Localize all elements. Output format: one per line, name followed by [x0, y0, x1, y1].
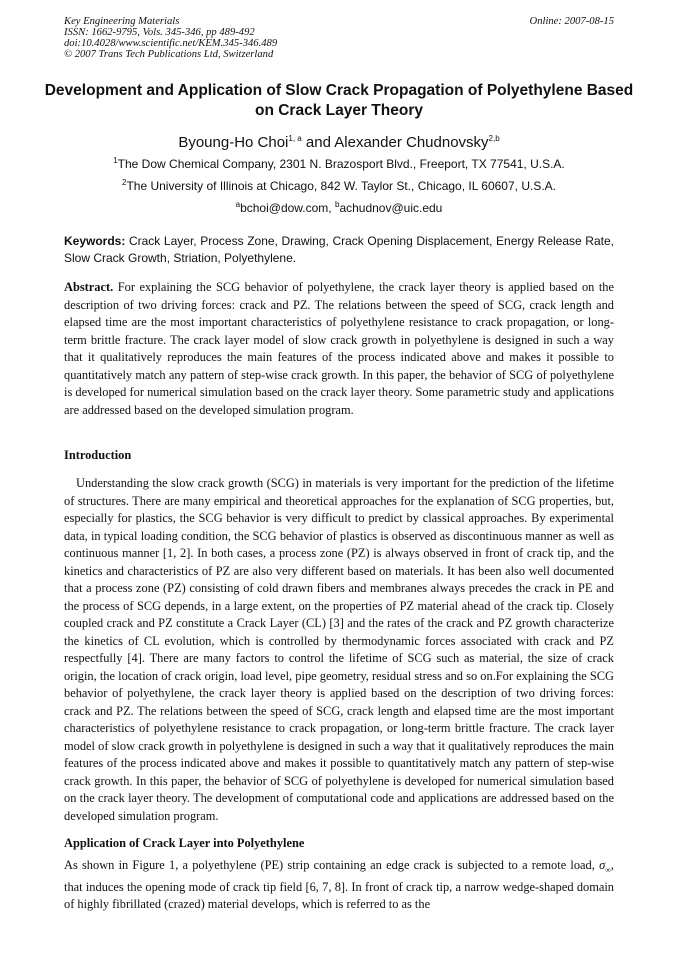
author-2: Alexander Chudnovsky [334, 134, 489, 151]
author-1: Byoung-Ho Choi [178, 134, 289, 151]
application-text-before: As shown in Figure 1, a polyethylene (PE) strip containing an edge crack is subjected to a remote load, [64, 858, 600, 872]
author-and: and [301, 134, 335, 151]
introduction-paragraph: Understanding the slow crack growth (SCG) in materials is very important for the prediction of the lifetime of structures. There are many empirical and theoretical approaches for the explanation of SCG properties, but, especially for plastics, the SCG behavior is very difficult to predict by classical approaches. By experimental data, in typical loading condition, the SCG behavior of plastics is observed as discontinuous manner as well as continuous manner [1, 2]. In both cases, a process zone (PZ) is always observed in front of crack tip, and the kinetics and characteristics of PZ are also very different based on materials. It has been also well documented that a process zone (PZ) consisting of cold drawn fibers and membranes always precedes the crack in PE and the process of SCG depends, in a large extent, on the properties of PZ material ahead of the crack tip. Closely coupled crack and PZ constitute a Crack Layer (CL) [3] and the rates of the crack and PZ growth characterize the kinetics of CL evolution, which is controlled by thermodynamic forces associated with crack and PZ respectfully [4]. There are many factors to control the lifetime of SCG such as material, the size of crack origin, the location of crack origin, load level, pipe geometry, residual stress and so on.For explaining the SCG behavior of polyethylene, the crack layer theory is applied based on the description of two driving forces: crack and PZ. The relations between the speed of SCG, crack length and elapsed time are the most important characteristics of polyethylene resistance to crack propagation, or long-term brittle fracture. The crack layer model of slow crack growth in polyethylene is designed in such a way that it qualitatively reproduces the main features of the process indicated above and makes it possible to quantitatively match any pattern of step-wise crack growth. In this paper, the behavior of SCG of polyethylene is developed for numerical simulation based on the crack layer theory. The development of computational code and applications are addressed based on the developed simulation program. [64, 476, 614, 823]
affiliation-1-text: The Dow Chemical Company, 2301 N. Brazosport Blvd., Freeport, TX 77541, U.S.A. [117, 157, 565, 171]
abstract-block [64, 279, 614, 419]
email-a: bchoi@dow.com, [240, 201, 335, 215]
journal-header [64, 16, 277, 60]
author-line [40, 133, 638, 153]
email-b: achudnov@uic.edu [339, 201, 443, 215]
sigma-symbol: σ [599, 858, 606, 872]
doi-line: doi:10.4028/www.scientific.net/KEM.345-346.489 [64, 38, 278, 49]
sigma-subscript: ∞ [605, 865, 611, 875]
journal-name: Key Engineering Materials [64, 16, 180, 27]
affiliation-2-text: The University of Illinois at Chicago, 842 W. Taylor St., Chicago, IL 60607, U.S.A. [126, 179, 556, 193]
application-text-after: , that induces the opening mode of crack tip field [6, 7, 8]. In front of crack tip, a narrow wedge-shaped domain of highly fibrillated (crazed) material develops, which is referred to as the [64, 858, 614, 912]
copyright-line: © 2007 Trans Tech Publications Ltd, Switzerland [64, 49, 274, 60]
online-date: Online: 2007-08-15 [529, 16, 614, 27]
author-1-sup: 1, a [288, 134, 302, 143]
keywords-label: Keywords: [64, 234, 126, 248]
email-line [40, 201, 638, 216]
affiliation-2-sup: 2 [122, 178, 127, 187]
keywords-text: Crack Layer, Process Zone, Drawing, Crack Opening Displacement, Energy Release Rate, Slow Crack Growth, Striation, Polyethylene. [64, 234, 614, 265]
affiliation-1-sup: 1 [113, 156, 118, 165]
email-b-sup: b [334, 200, 340, 209]
issn-line: ISSN: 1662-9795, Vols. 345-346, pp 489-492 [64, 27, 255, 38]
affiliation-1 [40, 157, 638, 172]
keywords-block [64, 233, 614, 267]
affiliation-2 [40, 179, 638, 194]
paper-title: Development and Application of Slow Crack Propagation of Polyethylene Based on Crack Layer Theory [44, 82, 634, 119]
author-2-sup: 2,b [488, 134, 500, 143]
abstract-text: For explaining the SCG behavior of polyethylene, the crack layer theory is applied based on the description of two driving forces: crack and PZ. The relations between the speed of SCG, crack length and elapsed time are the most important characteristics of polyethylene resistance to crack propagation, or long-term brittle fracture. The crack layer model of slow crack growth in polyethylene is designed in such a way that it qualitatively reproduces the main features of the process indicated above and makes it possible to quantitatively match any pattern of step-wise crack growth. In this paper, the behavior of SCG of polyethylene is developed for numerical simulation based on the crack layer theory. Some parametric study and applications are addressed based on the developed simulation program. [64, 280, 614, 417]
application-paragraph [64, 857, 614, 914]
email-a-sup: a [235, 200, 241, 209]
introduction-heading: Introduction [64, 448, 132, 462]
abstract-label: Abstract. [64, 280, 114, 294]
application-heading: Application of Crack Layer into Polyethylene [64, 836, 305, 850]
